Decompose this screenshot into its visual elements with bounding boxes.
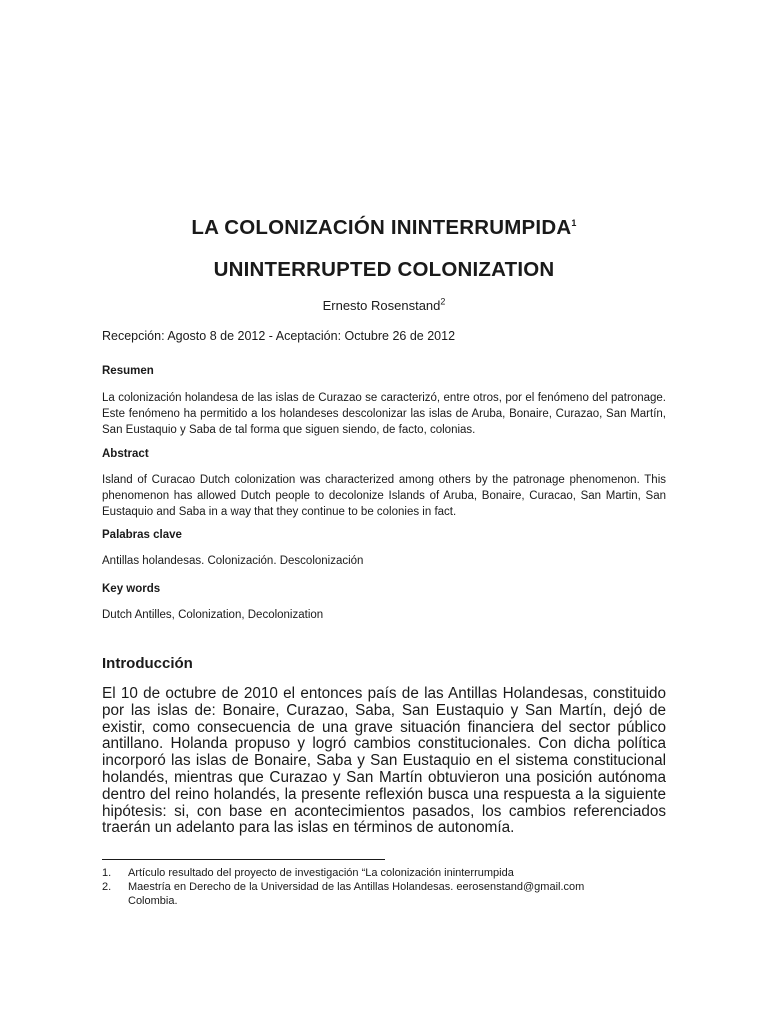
- footnote-2-continuation: Colombia.: [128, 895, 178, 907]
- footnote-divider: [102, 859, 385, 860]
- footnote-1-number: 1.: [102, 867, 112, 879]
- author-line: [0, 298, 768, 313]
- title-english: UNINTERRUPTED COLONIZATION: [213, 258, 555, 281]
- abstract-text: Island of Curacao Dutch colonization was characterized among others by the patronage phenomenon. This phenomenon has allowed Dutch people to decolonize Islands of Aruba, Bonaire, Curacao, San Martin, San Eustaquio and Saba in a way that they continue to be colonies in fact.: [102, 474, 666, 518]
- introduccion-heading: Introducción: [102, 655, 193, 672]
- author-footnote-marker: 2: [440, 296, 446, 307]
- title-footnote-marker: 1: [571, 218, 577, 229]
- footnote-1: [102, 866, 666, 880]
- footnote-2-number: 2.: [102, 881, 112, 893]
- title-spanish-text: LA COLONIZACIÓN ININTERRUMPIDA: [191, 216, 572, 239]
- footnote-1-text: Artículo resultado del proyecto de investigación “La colonización ininterrumpida: [128, 867, 514, 879]
- reception-dates: Recepción: Agosto 8 de 2012 - Aceptación: Octubre 26 de 2012: [102, 329, 456, 343]
- author-name: Ernesto Rosenstand: [322, 298, 441, 313]
- keywords-text: Dutch Antilles, Colonization, Decolonization: [102, 609, 324, 621]
- palabras-clave-label: Palabras clave: [102, 529, 182, 541]
- abstract-label: Abstract: [102, 448, 149, 460]
- resumen-label: Resumen: [102, 365, 154, 377]
- footnote-2-text: Maestría en Derecho de la Universidad de las Antillas Holandesas. eerosenstand@gmail.com: [128, 881, 585, 893]
- title-spanish: [0, 216, 768, 240]
- footnote-2: [102, 880, 666, 908]
- keywords-label: Key words: [102, 583, 161, 595]
- palabras-clave-text: Antillas holandesas. Colonización. Descolonización: [102, 555, 364, 567]
- introduccion-text: El 10 de octubre de 2010 el entonces país de las Antillas Holandesas, constituido por las islas de: Bonaire, Curazao, Saba, San Eustaquio y San Martín, dejó de existir, como consecuencia de una grave situación financiera del sector público antillano. Holanda propuso y logró cambios constitucionales. Con dicha política incorporó las islas de Bonaire, Saba y San Eustaquio en el sistema constitucional holandés, mientras que Curazao y San Martín obtuvieron una posición autónoma dentro del reino holandés, la presente reflexión busca una respuesta a la siguiente hipótesis: si, con base en acontecimientos pasados, los cambios referenciados traerán un adelanto para las islas en términos de autonomía.: [102, 685, 666, 837]
- resumen-text: La colonización holandesa de las islas de Curazao se caracterizó, entre otros, por el fenómeno del patronage. Este fenómeno ha permitido a los holandeses descolonizar las islas de Aruba, Bonaire, Curazao, San Martín, San Eustaquio y Saba de tal forma que siguen siendo, de facto, colonias.: [102, 392, 666, 436]
